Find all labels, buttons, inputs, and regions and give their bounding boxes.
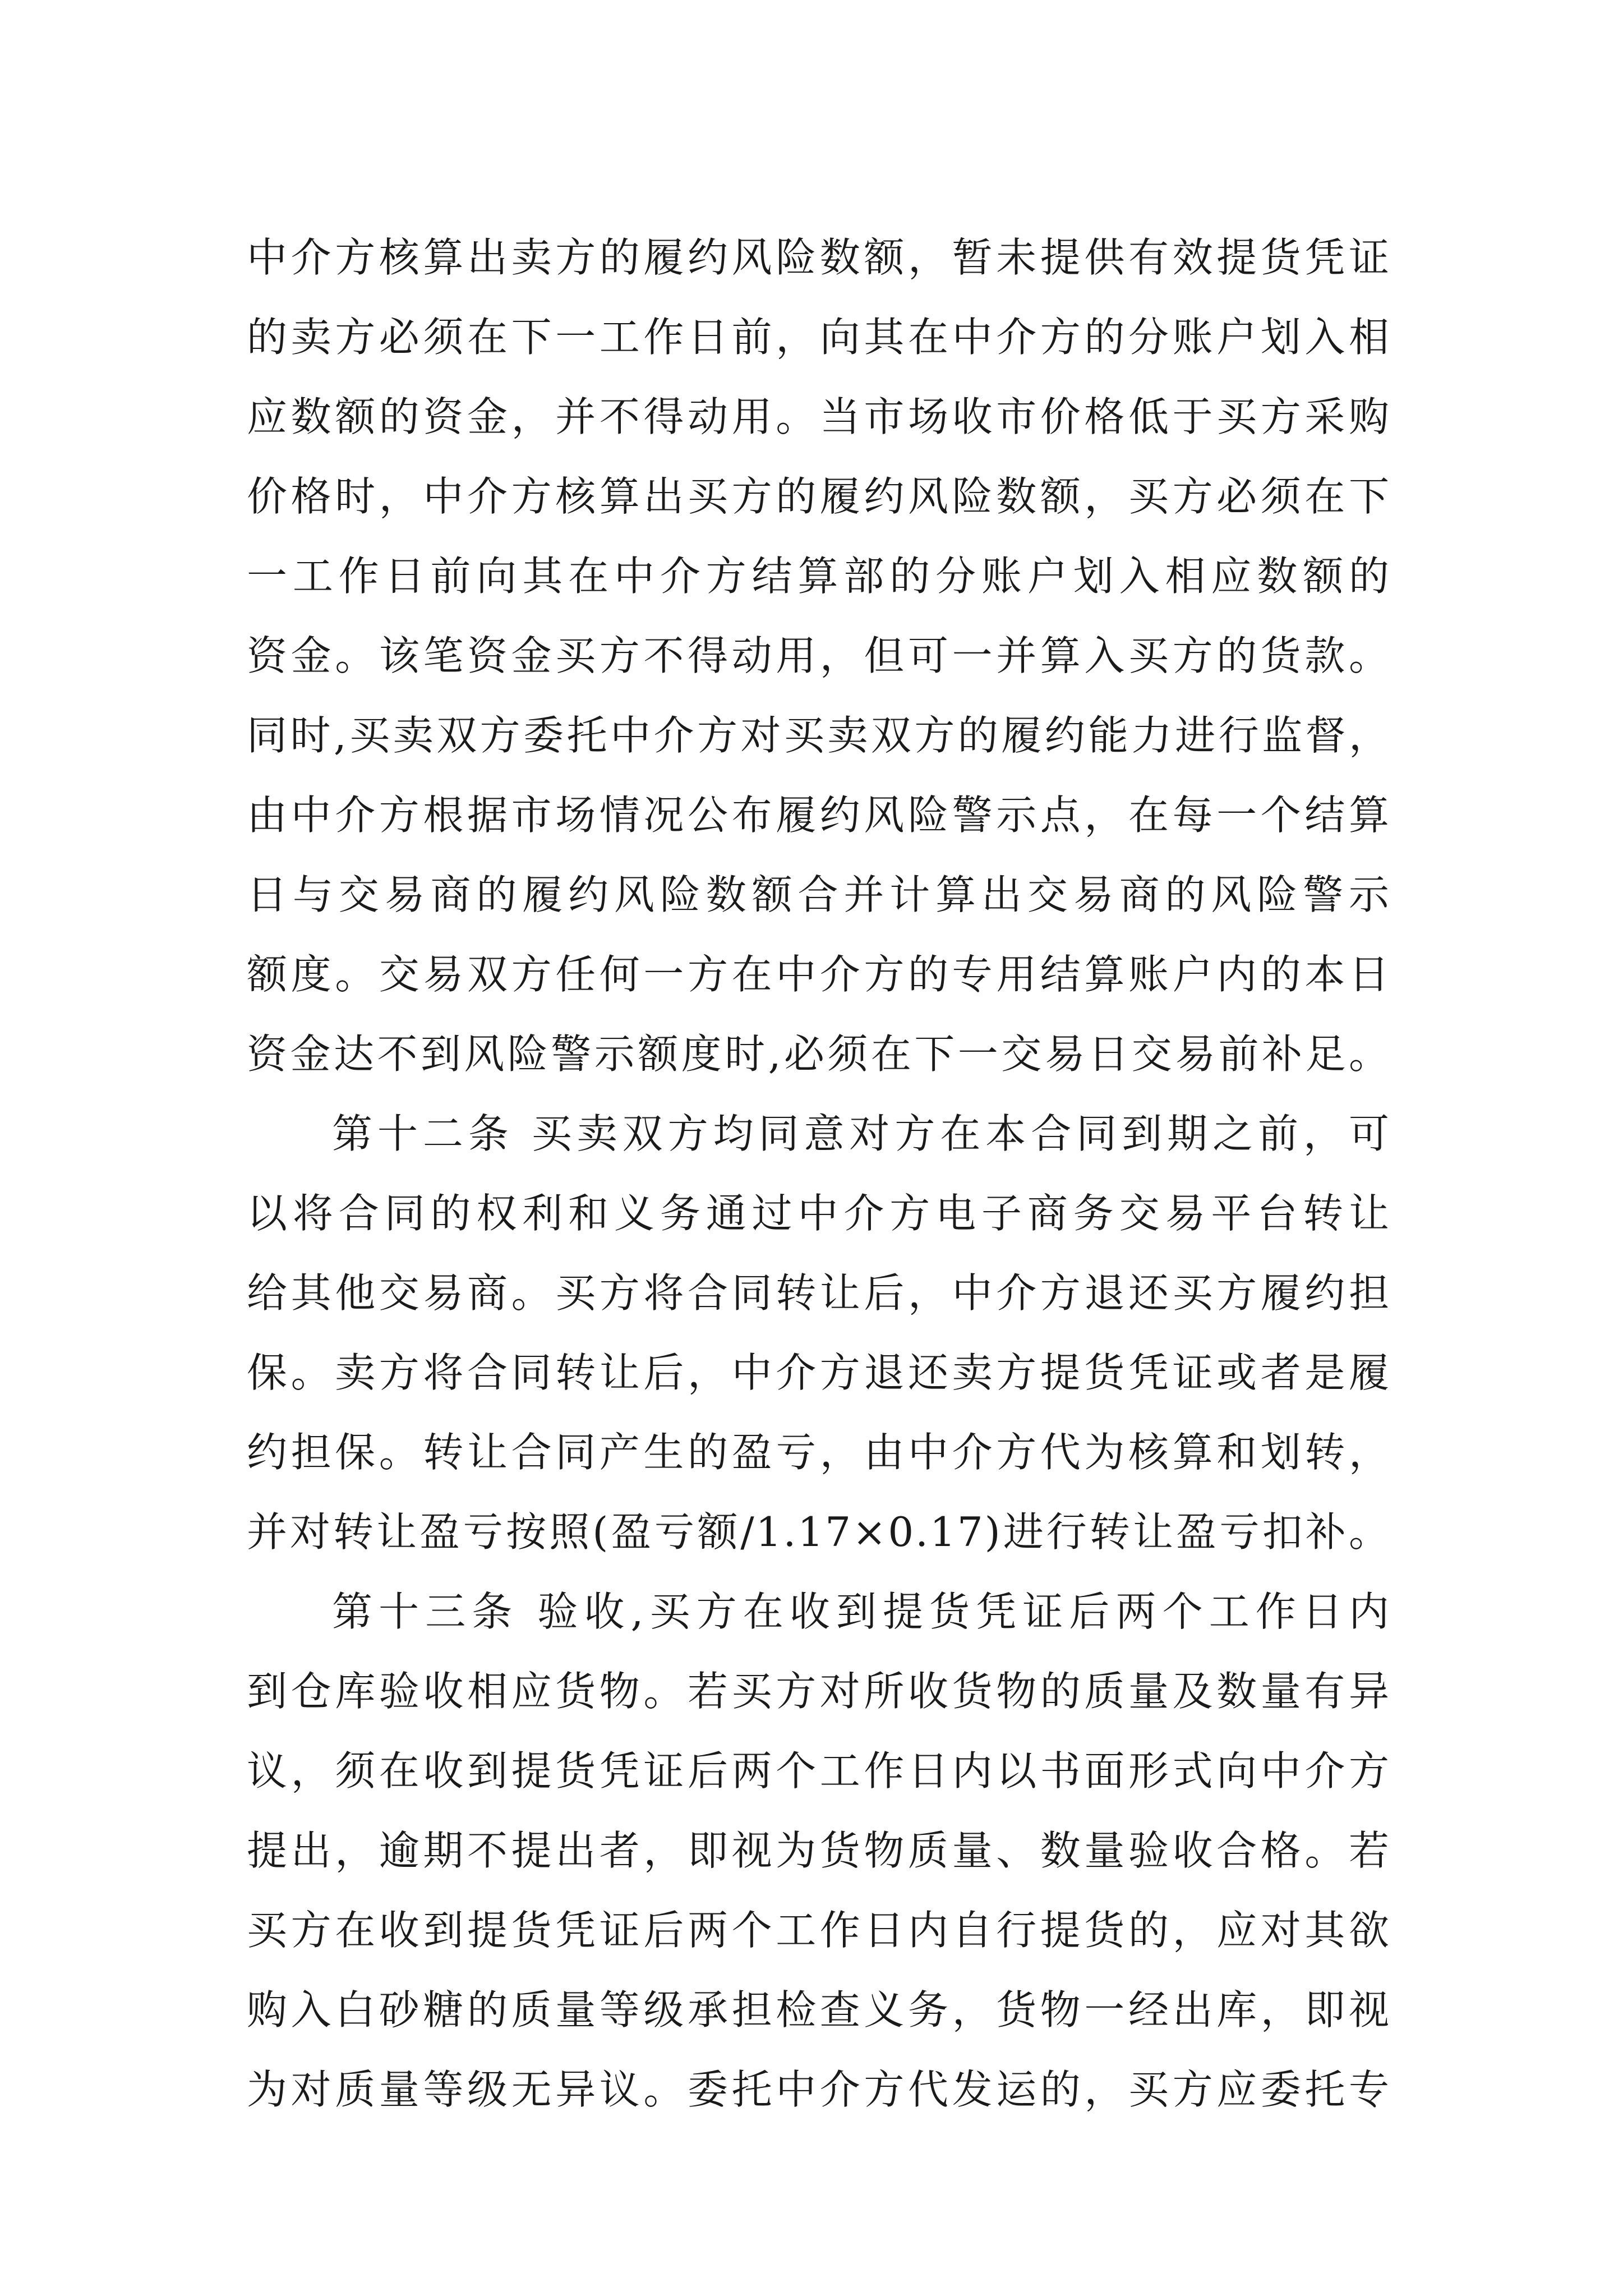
text-line: 应数额的资金，并不得动用。当市场收市价格低于买方采购 bbox=[247, 393, 1391, 440]
text-line: 由中介方根据市场情况公布履约风险警示点，在每一个结算 bbox=[247, 792, 1391, 839]
text-line: 并对转让盈亏按照(盈亏额/1.17×0.17)进行转让盈亏扣补。 bbox=[247, 1508, 1391, 1556]
text-line: 一工作日前向其在中介方结算部的分账户划入相应数额的 bbox=[247, 553, 1391, 600]
article-12-heading-line: 第十二条 买卖双方均同意对方在本合同到期之前，可 bbox=[332, 1110, 1391, 1157]
article-13-heading-line: 第十三条 验收,买方在收到提货凭证后两个工作日内 bbox=[332, 1588, 1391, 1635]
text-line: 约担保。转让合同产生的盈亏，由中介方代为核算和划转， bbox=[247, 1429, 1391, 1476]
body-text bbox=[247, 218, 1391, 2129]
text-line: 为对质量等级无异议。委托中介方代发运的，买方应委托专 bbox=[247, 2066, 1391, 2113]
text-line: 同时,买卖双方委托中介方对买卖双方的履约能力进行监督， bbox=[247, 712, 1391, 759]
text-line: 的卖方必须在下一工作日前，向其在中介方的分账户划入相 bbox=[247, 314, 1391, 361]
text-line: 资金。该笔资金买方不得动用，但可一并算入买方的货款。 bbox=[247, 632, 1391, 679]
text-line: 中介方核算出卖方的履约风险数额，暂未提供有效提货凭证 bbox=[247, 234, 1391, 281]
text-line: 日与交易商的履约风险数额合并计算出交易商的风险警示 bbox=[247, 871, 1391, 918]
text-line: 提出，逾期不提出者，即视为货物质量、数量验收合格。若 bbox=[247, 1827, 1391, 1874]
text-line: 到仓库验收相应货物。若买方对所收货物的质量及数量有异 bbox=[247, 1668, 1391, 1715]
text-line: 额度。交易双方任何一方在中介方的专用结算账户内的本日 bbox=[247, 951, 1391, 998]
text-line: 购入白砂糖的质量等级承担检查义务，货物一经出库，即视 bbox=[247, 1986, 1391, 2033]
text-line: 议，须在收到提货凭证后两个工作日内以书面形式向中介方 bbox=[247, 1747, 1391, 1795]
text-line: 买方在收到提货凭证后两个工作日内自行提货的，应对其欲 bbox=[247, 1907, 1391, 1954]
text-line: 保。卖方将合同转让后，中介方退还卖方提货凭证或者是履 bbox=[247, 1349, 1391, 1396]
text-line: 价格时，中介方核算出买方的履约风险数额，买方必须在下 bbox=[247, 473, 1391, 520]
text-line: 给其他交易商。买方将合同转让后，中介方退还买方履约担 bbox=[247, 1269, 1391, 1317]
text-line: 资金达不到风险警示额度时,必须在下一交易日交易前补足。 bbox=[247, 1030, 1391, 1078]
text-line: 以将合同的权利和义务通过中介方电子商务交易平台转让 bbox=[247, 1190, 1391, 1237]
